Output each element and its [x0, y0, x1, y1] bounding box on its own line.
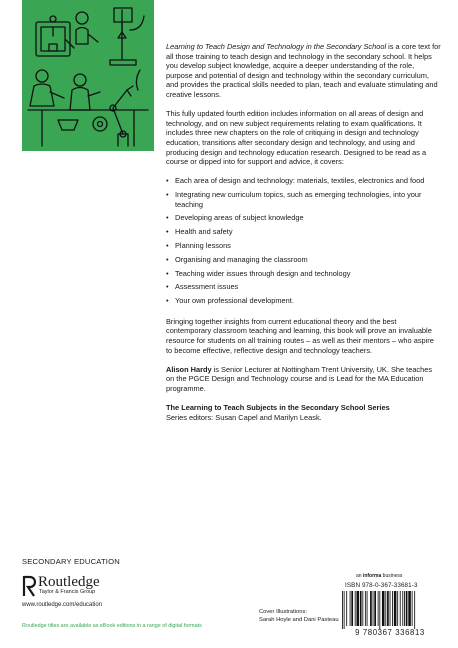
list-item: • Developing areas of subject knowledge	[166, 213, 442, 223]
routledge-logo-icon	[22, 575, 36, 597]
barcode-bar	[382, 591, 385, 626]
barcode-bar	[365, 591, 366, 626]
barcode-bar	[397, 591, 398, 626]
informa-brand: informa	[362, 573, 382, 579]
barcode-bar	[394, 591, 397, 626]
cover-illustrations-label: Cover Illustrations:	[259, 609, 308, 615]
barcode-bar	[387, 591, 389, 626]
list-item: • Teaching wider issues through design and technology	[166, 269, 442, 279]
barcode-bar	[367, 591, 368, 626]
barcode-bar	[412, 591, 413, 626]
list-item: • Integrating new curriculum topics, such as emerging technologies, into your teaching	[166, 190, 442, 209]
barcode-bar	[370, 591, 372, 626]
informa-suffix: business	[381, 573, 403, 579]
informa-mark	[356, 573, 402, 579]
category-label: SECONDARY EDUCATION	[22, 557, 120, 566]
cover-illustrations-credits: Sarah Hoyle and Dani Pasteau	[259, 616, 339, 623]
insights-paragraph: Bringing together insights from current educational theory and the best contemporary classroom teaching and learning, this book will prove an invaluable resource for students on all training routes – as well as their mentors – who aspire to become effective, reflective design and technology teachers.	[166, 316, 434, 355]
barcode-bar	[374, 591, 376, 626]
list-item: • Organising and managing the classroom	[166, 255, 442, 265]
back-cover-text	[166, 42, 442, 432]
series-title: The Learning to Teach Subjects in the Secondary School Series	[166, 403, 390, 413]
ebook-note: Routledge titles are available as eBook editions in a range of digital formats	[22, 623, 202, 629]
book-title: Learning to Teach Design and Technology in the Secondary School	[166, 42, 387, 51]
barcode-bar	[400, 591, 401, 626]
barcode-bar	[355, 591, 356, 626]
intro-paragraph	[166, 42, 442, 100]
cover-illustration-drawing	[22, 0, 154, 151]
barcode-bar	[408, 591, 411, 626]
series-info	[166, 403, 442, 422]
barcode-bar	[351, 591, 353, 626]
informa-prefix: an	[356, 573, 363, 579]
intro-text: is a core text for all those training to teach design and technology in the secondary school. It helps you develop subject knowledge, acquire a deeper understanding of the role, purpose and potential of design and technology within the secondary curriculum, and provides the practical skills needed to plan, teach and evaluate stimulating and creative lessons.	[166, 42, 441, 99]
publisher-website: www.routledge.com/education	[22, 602, 103, 608]
barcode-bar	[402, 591, 403, 626]
author-bio-text: is Senior Lecturer at Nottingham Trent University, UK. She teaches on the PGCE Design and Technology course and is Lead for the MA Education programme.	[166, 364, 433, 393]
barcode-bar	[373, 591, 374, 626]
isbn-text: ISBN 978-0-367-33681-3	[345, 582, 418, 589]
isbn-barcode	[338, 591, 442, 631]
cover-illustrations-credit	[259, 609, 339, 624]
list-item: • Assessment issues	[166, 282, 442, 292]
barcode-bar	[346, 591, 347, 626]
barcode-bar	[360, 591, 362, 626]
author-name: Alison Hardy	[166, 364, 212, 374]
barcode-bar	[350, 591, 351, 626]
list-item: • Each area of design and technology: materials, textiles, electronics and food	[166, 176, 442, 186]
barcode-bar	[414, 591, 415, 629]
barcode-bar	[379, 591, 380, 629]
barcode-bar	[390, 591, 391, 626]
barcode-bar	[378, 591, 379, 626]
list-item: • Your own professional development.	[166, 296, 442, 306]
edition-paragraph: This fully updated fourth edition includes information on all areas of design and technology, and on new subject requirements relating to exam qualifications. It includes three new chapters on the role of critiquing in design and technology education, transitions after secondary design and technology, and using and producing design and technology education research. Designed to be read as a course or dipped into for support and advice, it covers:	[166, 109, 427, 167]
cover-illustration	[22, 0, 154, 151]
barcode-bar	[404, 591, 405, 626]
coverage-list	[166, 176, 442, 305]
publisher-name: Routledge	[38, 574, 100, 590]
barcode-bar	[385, 591, 386, 626]
barcode-digits: 9 780367 336813	[355, 628, 425, 637]
barcode-bar	[362, 591, 363, 626]
barcode-bar	[392, 591, 393, 626]
barcode-bar	[342, 591, 343, 629]
list-item: • Planning lessons	[166, 241, 442, 251]
barcode-bar	[356, 591, 359, 626]
publisher-group: Taylor & Francis Group	[39, 589, 96, 595]
list-item: • Health and safety	[166, 227, 442, 237]
series-editors: Series editors: Susan Capel and Marilyn Leask.	[166, 412, 322, 422]
barcode-bar	[406, 591, 408, 626]
author-bio	[166, 365, 442, 394]
barcode-bar	[344, 591, 345, 629]
